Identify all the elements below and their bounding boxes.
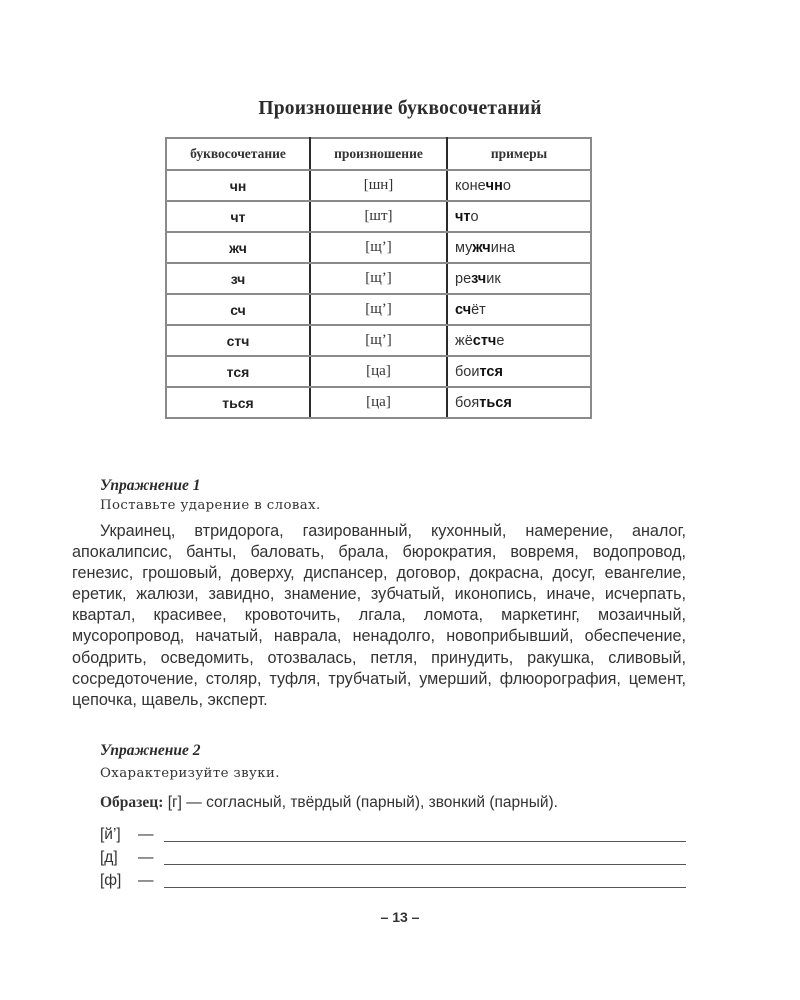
table-row bbox=[166, 325, 591, 356]
table-row bbox=[166, 232, 591, 263]
example-suffix: ина bbox=[490, 239, 515, 256]
sound-label: [ф] bbox=[100, 872, 122, 889]
exercise-2-heading: Упражнение 2 bbox=[100, 742, 201, 759]
example-suffix: о bbox=[470, 208, 479, 225]
letter-combinations-table bbox=[165, 137, 592, 419]
answer-blank[interactable] bbox=[164, 841, 686, 842]
pronunciation-cell: [щ’] bbox=[310, 294, 447, 325]
exercise-2-task: Охарактеризуйте звуки. bbox=[100, 766, 280, 781]
answer-blank[interactable] bbox=[164, 864, 686, 865]
dash: — bbox=[138, 826, 154, 843]
example-highlight: ться bbox=[479, 394, 512, 411]
column-header-examples: примеры bbox=[447, 138, 591, 170]
example-highlight: сч bbox=[455, 301, 472, 318]
pronunciation-cell: [шн] bbox=[310, 170, 447, 201]
example-suffix: ёт bbox=[471, 301, 486, 318]
combination-cell: стч bbox=[166, 325, 310, 356]
example-prefix: бои bbox=[455, 363, 480, 380]
table-row bbox=[166, 263, 591, 294]
example-cell bbox=[447, 356, 591, 387]
dash: — bbox=[138, 872, 154, 889]
pronunciation-cell: [щ’] bbox=[310, 263, 447, 294]
combination-cell: чн bbox=[166, 170, 310, 201]
example-prefix: боя bbox=[455, 394, 480, 411]
pronunciation-cell: [ца] bbox=[310, 387, 447, 418]
column-header-combination: буквосочетание bbox=[166, 138, 310, 170]
sound-label: [д] bbox=[100, 849, 118, 866]
example-highlight: чн bbox=[485, 177, 503, 194]
page-number: – 13 – bbox=[380, 909, 420, 925]
exercise-1-heading: Упражнение 1 bbox=[100, 477, 201, 494]
table-row bbox=[166, 170, 591, 201]
pronunciation-cell: [щ’] bbox=[310, 232, 447, 263]
example-prefix: жё bbox=[455, 332, 473, 349]
example-highlight: чт bbox=[455, 208, 471, 225]
example-cell bbox=[447, 232, 591, 263]
answer-line[interactable] bbox=[100, 872, 686, 894]
column-header-pronunciation: произношение bbox=[310, 138, 447, 170]
table-row bbox=[166, 294, 591, 325]
exercise-1-task: Поставьте ударение в словах. bbox=[100, 498, 321, 513]
combination-cell: чт bbox=[166, 201, 310, 232]
example-highlight: жч bbox=[472, 239, 491, 256]
combination-cell: тся bbox=[166, 356, 310, 387]
example-suffix: о bbox=[502, 177, 511, 194]
example-highlight: зч bbox=[471, 270, 487, 287]
example-highlight: стч bbox=[472, 332, 497, 349]
table-row bbox=[166, 356, 591, 387]
example-cell bbox=[447, 294, 591, 325]
table-row bbox=[166, 201, 591, 232]
combination-cell: зч bbox=[166, 263, 310, 294]
sample-text: [г] — согласный, твёрдый (парный), звонкий (парный). bbox=[163, 794, 558, 811]
page-title: Произношение буквосочетаний bbox=[258, 98, 542, 119]
example-prefix: ре bbox=[455, 270, 472, 287]
sample-label: Образец: bbox=[100, 794, 164, 811]
answer-blank[interactable] bbox=[164, 887, 686, 888]
example-suffix: е bbox=[496, 332, 505, 349]
answer-line[interactable] bbox=[100, 849, 686, 871]
example-suffix: ик bbox=[486, 270, 501, 287]
example-cell bbox=[447, 387, 591, 418]
example-highlight: тся bbox=[479, 363, 503, 380]
combination-cell: сч bbox=[166, 294, 310, 325]
dash: — bbox=[138, 849, 154, 866]
pronunciation-cell: [ца] bbox=[310, 356, 447, 387]
example-cell bbox=[447, 201, 591, 232]
pronunciation-cell: [шт] bbox=[310, 201, 447, 232]
exercise-1-word-list: Украинец, втридорога, газированный, кухонный, намерение, аналог, апокалипсис, банты, баловать, брала, бюрократия, вовремя, водопровод, генезис, грошовый, доверху, диспансер, договор, докрасна, досуг, евангелие, еретик, жалюзи, завидно, знамение, зубчатый, иконопись, иначе, исчерпать, квартал, красивее, кровоточить, лгала, ломота, маркетинг, мозаичный, мусоропровод, начатый, наврала, ненадолго, новоприбывший, обеспечение, ободрить, осведомить, отозвалась, петля, принудить, ракушка, сливовый, сосредоточение, столяр, туфля, трубчатый, умерший, флюорография, цемент, цепочка, щавель, эксперт. bbox=[72, 522, 686, 709]
combination-cell: ться bbox=[166, 387, 310, 418]
sound-label: [й’] bbox=[100, 826, 121, 843]
example-cell bbox=[447, 325, 591, 356]
answer-line[interactable] bbox=[100, 826, 686, 848]
example-prefix: му bbox=[455, 239, 473, 256]
example-cell bbox=[447, 170, 591, 201]
table-header-row bbox=[166, 138, 591, 170]
table-row bbox=[166, 387, 591, 418]
example-cell bbox=[447, 263, 591, 294]
combination-cell: жч bbox=[166, 232, 310, 263]
exercise-2-sample bbox=[100, 794, 558, 812]
example-prefix: коне bbox=[455, 177, 486, 194]
pronunciation-cell: [щ’] bbox=[310, 325, 447, 356]
